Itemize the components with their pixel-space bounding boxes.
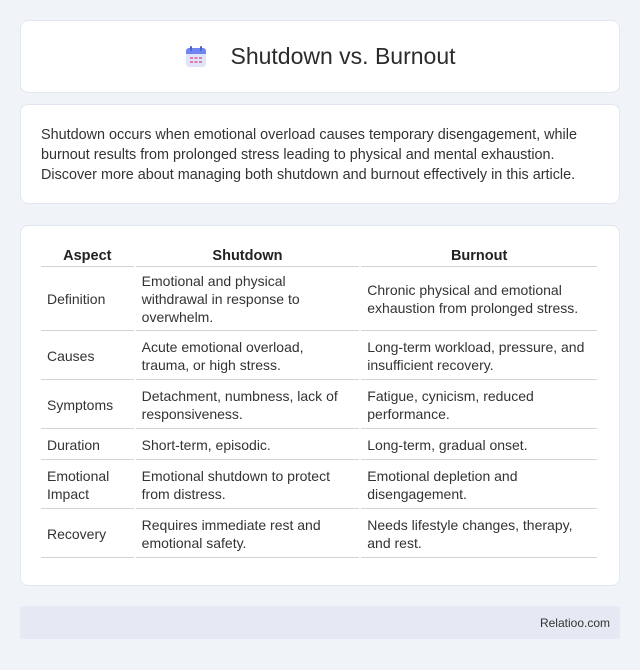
table-row — [41, 509, 597, 558]
table-cell: Long-term workload, pressure, and insufficient recovery. — [361, 331, 597, 380]
calendar-icon — [184, 45, 208, 69]
comparison-table-card — [20, 225, 620, 586]
table-cell: Detachment, numbness, lack of responsiveness. — [136, 380, 360, 429]
table-cell: Requires immediate rest and emotional safety. — [136, 509, 360, 558]
table-cell: Fatigue, cynicism, reduced performance. — [361, 380, 597, 429]
table-row — [41, 331, 597, 380]
table-cell: Symptoms — [41, 380, 134, 429]
comparison-table — [39, 246, 599, 558]
title-card — [20, 20, 620, 93]
column-header-aspect: Aspect — [41, 246, 134, 267]
table-cell: Long-term, gradual onset. — [361, 429, 597, 460]
table-row — [41, 429, 597, 460]
intro-card — [20, 104, 620, 204]
table-row — [41, 267, 597, 331]
table-cell: Emotional Impact — [41, 460, 134, 509]
intro-text: Shutdown occurs when emotional overload causes temporary disengagement, while burnout results from prolonged stress leading to physical and mental exhaustion. Discover more about managing both shutdown and burnout effectively in this article. — [41, 127, 577, 183]
table-cell: Recovery — [41, 509, 134, 558]
table-row — [41, 460, 597, 509]
table-cell: Emotional and physical withdrawal in response to overwhelm. — [136, 267, 360, 331]
table-cell: Emotional shutdown to protect from distress. — [136, 460, 360, 509]
footer — [20, 606, 620, 639]
table-cell: Definition — [41, 267, 134, 331]
table-cell: Acute emotional overload, trauma, or high stress. — [136, 331, 360, 380]
footer-site-link[interactable]: Relatioo.com — [539, 615, 610, 630]
column-header-burnout: Burnout — [361, 246, 597, 267]
table-cell: Causes — [41, 331, 134, 380]
table-header-row — [41, 246, 597, 267]
page-title: Shutdown vs. Burnout — [230, 43, 456, 69]
table-row — [41, 380, 597, 429]
table-cell: Needs lifestyle changes, therapy, and rest. — [361, 509, 597, 558]
table-cell: Duration — [41, 429, 134, 460]
table-cell: Chronic physical and emotional exhaustion from prolonged stress. — [361, 267, 597, 331]
table-cell: Emotional depletion and disengagement. — [361, 460, 597, 509]
column-header-shutdown: Shutdown — [136, 246, 360, 267]
table-cell: Short-term, episodic. — [136, 429, 360, 460]
